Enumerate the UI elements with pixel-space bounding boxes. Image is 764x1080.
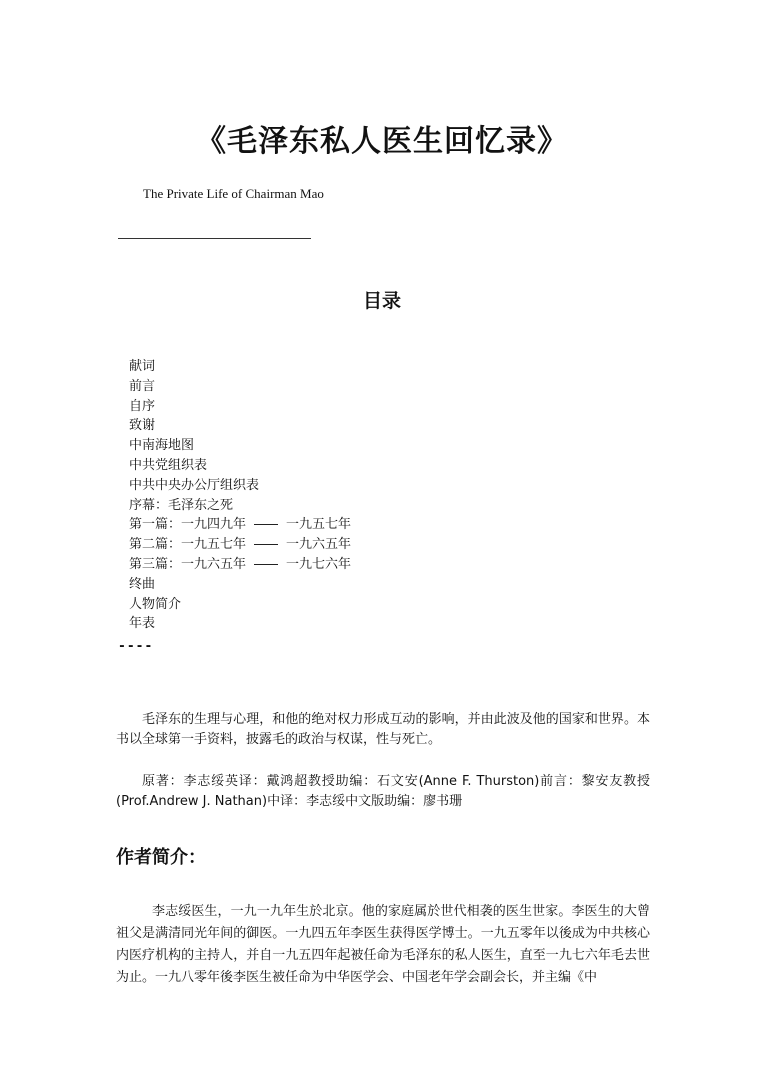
toc-item-part-1 bbox=[129, 515, 351, 535]
toc-item-party-org-chart: 中共党组织表 bbox=[129, 457, 208, 473]
toc-item-part-3 bbox=[129, 555, 351, 575]
toc-item-epilogue: 终曲 bbox=[129, 576, 156, 592]
toc-item-biographies: 人物简介 bbox=[129, 596, 182, 612]
toc-item-chronology: 年表 bbox=[129, 616, 156, 632]
part-1-end: 一九五七年 bbox=[286, 517, 352, 533]
toc-item-dedication: 献词 bbox=[129, 359, 156, 374]
dash-separator bbox=[254, 524, 278, 525]
intro-paragraph: 毛泽东的生理与心理，和他的绝对权力形成互动的影响，并由此波及他的国家和世界。本书以全球第一手资料，披露毛的政治与权谋，性与死亡。 bbox=[116, 712, 650, 747]
dash-separator bbox=[254, 544, 278, 545]
toc-item-acknowledgements: 致谢 bbox=[129, 418, 156, 434]
toc-item-office-org-chart: 中共中央办公厅组织表 bbox=[129, 477, 260, 493]
part-3-end: 一九七六年 bbox=[286, 556, 352, 572]
toc-item-part-2 bbox=[129, 535, 351, 555]
toc-item-preface: 自序 bbox=[129, 398, 156, 414]
toc-end-marker: ---- bbox=[118, 639, 154, 654]
part-2-label: 第二篇：一九五七年 bbox=[129, 537, 247, 553]
book-title: 《毛泽东私人医生回忆录》 bbox=[196, 124, 568, 159]
toc-item-prologue: 序幕：毛泽东之死 bbox=[129, 497, 234, 513]
english-subtitle: The Private Life of Chairman Mao bbox=[143, 186, 324, 201]
part-1-label: 第一篇：一九四九年 bbox=[129, 517, 247, 533]
toc-heading: 目录 bbox=[362, 290, 401, 312]
part-3-label: 第三篇：一九六五年 bbox=[129, 556, 247, 572]
author-bio-paragraph: 李志绥医生，一九一九年生於北京。他的家庭属於世代相袭的医生世家。李医生的大曾祖父是满清同光年间的御医。一九四五年李医生获得医学博士。一九五零年以後成为中共核心内医疗机构的主持人，并自一九五四年起被任命为毛泽东的私人医生，直至一九七六年毛去世为止。一九八零年後李医生被任命为中华医学会、中国老年学会副会长，并主编《中 bbox=[116, 904, 650, 985]
horizontal-rule bbox=[118, 238, 311, 239]
dash-separator bbox=[254, 564, 278, 565]
toc-item-foreword: 前言 bbox=[129, 378, 156, 394]
toc-item-map: 中南海地图 bbox=[129, 438, 195, 454]
part-2-end: 一九六五年 bbox=[286, 537, 352, 553]
credits-paragraph: 原著：李志绥英译：戴鸿超教授助编：石文安(Anne F. Thurston)前言：黎安友教授(Prof.Andrew J. Nathan)中译：李志绥中文版助编：廖书珊 bbox=[116, 774, 650, 809]
author-heading: 作者简介： bbox=[116, 847, 206, 868]
table-of-contents bbox=[129, 357, 351, 634]
